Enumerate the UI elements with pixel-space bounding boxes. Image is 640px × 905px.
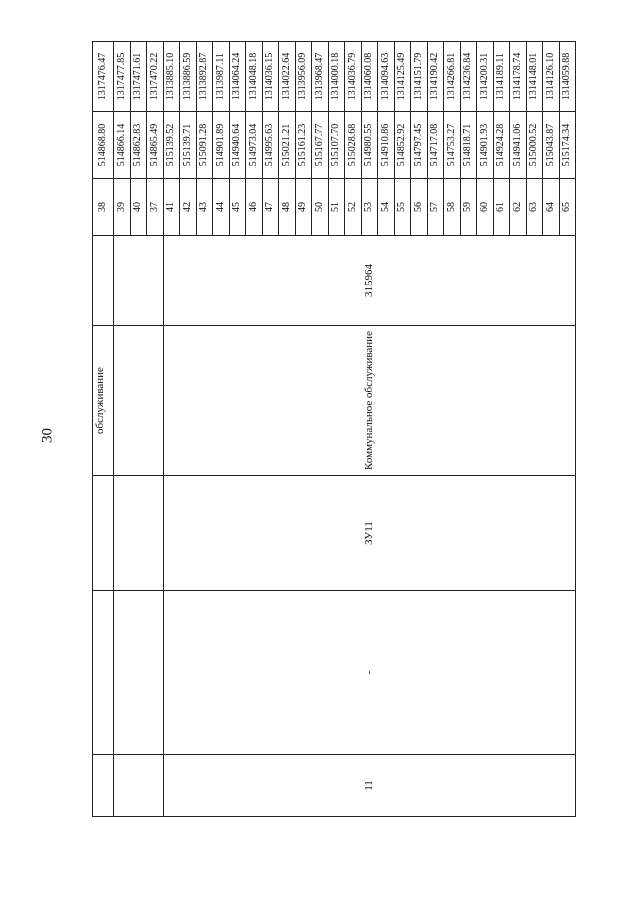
point-number: 49 <box>295 179 312 236</box>
cell-zone-empty <box>93 476 114 591</box>
point-y: 1313968.47 <box>312 42 329 112</box>
point-y: 1317477.85 <box>114 42 131 112</box>
point-y: 1313956.09 <box>295 42 312 112</box>
point-y: 1313886.59 <box>180 42 197 112</box>
point-number: 46 <box>246 179 263 236</box>
point-number: 39 <box>114 179 131 236</box>
cell-no-empty <box>114 755 164 817</box>
point-x: 515000.52 <box>526 112 543 179</box>
point-x: 514868.80 <box>93 112 114 179</box>
point-y: 1313885.10 <box>163 42 180 112</box>
page-number: 30 <box>39 428 56 443</box>
point-x: 514797.45 <box>411 112 428 179</box>
point-x: 515028.68 <box>345 112 362 179</box>
point-number: 59 <box>460 179 477 236</box>
point-x: 514818.71 <box>460 112 477 179</box>
point-number: 57 <box>427 179 444 236</box>
point-x: 514995.63 <box>262 112 279 179</box>
point-number: 48 <box>279 179 296 236</box>
point-x: 514901.89 <box>213 112 230 179</box>
point-x: 514973.04 <box>246 112 263 179</box>
point-y: 1317476.47 <box>93 42 114 112</box>
cell-dash-empty <box>93 591 114 755</box>
point-number: 45 <box>229 179 246 236</box>
point-y: 1314059.88 <box>559 42 576 112</box>
cell-dash-empty <box>114 591 164 755</box>
point-y: 1314125.49 <box>394 42 411 112</box>
point-x: 514941.06 <box>510 112 527 179</box>
cell-area-empty <box>114 236 164 326</box>
point-y: 1314094.63 <box>378 42 395 112</box>
table-row <box>114 42 131 817</box>
point-y: 1314200.31 <box>477 42 494 112</box>
coordinates-table <box>92 41 576 817</box>
zone-cell: ЗУ11 <box>163 476 576 591</box>
point-y: 1314036.15 <box>262 42 279 112</box>
point-number: 62 <box>510 179 527 236</box>
point-x: 515167.77 <box>312 112 329 179</box>
point-y: 1313892.87 <box>196 42 213 112</box>
table-row <box>93 42 114 817</box>
point-x: 514924.28 <box>493 112 510 179</box>
item-number-cell: 11 <box>163 755 576 817</box>
point-x: 514753.27 <box>444 112 461 179</box>
point-x: 515043.87 <box>543 112 560 179</box>
point-y: 1314189.11 <box>493 42 510 112</box>
table-row <box>163 42 180 817</box>
point-x: 514866.14 <box>114 112 131 179</box>
point-y: 1314060.08 <box>361 42 378 112</box>
point-number: 53 <box>361 179 378 236</box>
table-body <box>93 42 576 817</box>
point-y: 1314022.64 <box>279 42 296 112</box>
point-x: 514901.93 <box>477 112 494 179</box>
point-number: 40 <box>130 179 147 236</box>
point-x: 515107.70 <box>328 112 345 179</box>
cell-no-empty <box>93 755 114 817</box>
point-y: 1314178.74 <box>510 42 527 112</box>
point-number: 44 <box>213 179 230 236</box>
point-x: 515021.21 <box>279 112 296 179</box>
point-y: 1314236.84 <box>460 42 477 112</box>
point-number: 51 <box>328 179 345 236</box>
area-cell: 315964 <box>163 236 576 326</box>
point-y: 1314064.24 <box>229 42 246 112</box>
point-y: 1314190.42 <box>427 42 444 112</box>
point-number: 58 <box>444 179 461 236</box>
point-y: 1314000.18 <box>328 42 345 112</box>
point-number: 60 <box>477 179 494 236</box>
point-number: 41 <box>163 179 180 236</box>
point-number: 47 <box>262 179 279 236</box>
point-x: 514910.86 <box>378 112 395 179</box>
cell-area-empty <box>93 236 114 326</box>
point-x: 515139.71 <box>180 112 197 179</box>
point-x: 515174.34 <box>559 112 576 179</box>
point-x: 515161.23 <box>295 112 312 179</box>
point-y: 1313987.11 <box>213 42 230 112</box>
point-number: 64 <box>543 179 560 236</box>
point-number: 37 <box>147 179 164 236</box>
point-x: 514940.64 <box>229 112 246 179</box>
point-number: 50 <box>312 179 329 236</box>
point-number: 55 <box>394 179 411 236</box>
point-number: 56 <box>411 179 428 236</box>
point-y: 1314048.18 <box>246 42 263 112</box>
item-dash-cell: - <box>163 591 576 755</box>
point-y: 1314126.10 <box>543 42 560 112</box>
point-number: 42 <box>180 179 197 236</box>
rotated-table-container <box>92 42 576 817</box>
cell-purpose-empty <box>114 326 164 476</box>
point-y: 1314148.01 <box>526 42 543 112</box>
point-x: 515139.52 <box>163 112 180 179</box>
point-number: 43 <box>196 179 213 236</box>
point-y: 1317471.61 <box>130 42 147 112</box>
point-y: 1317470.22 <box>147 42 164 112</box>
point-x: 514852.92 <box>394 112 411 179</box>
cell-zone-empty <box>114 476 164 591</box>
point-x: 515091.28 <box>196 112 213 179</box>
point-number: 63 <box>526 179 543 236</box>
cell-prev-purpose: обслуживание <box>93 326 114 476</box>
point-y: 1314151.79 <box>411 42 428 112</box>
point-number: 61 <box>493 179 510 236</box>
point-y: 1314036.79 <box>345 42 362 112</box>
point-y: 1314266.81 <box>444 42 461 112</box>
point-number: 65 <box>559 179 576 236</box>
point-number: 38 <box>93 179 114 236</box>
point-x: 514862.83 <box>130 112 147 179</box>
point-number: 52 <box>345 179 362 236</box>
point-x: 514865.49 <box>147 112 164 179</box>
purpose-cell: Коммунальное обслуживание <box>163 326 576 476</box>
point-x: 514717.08 <box>427 112 444 179</box>
point-x: 514980.55 <box>361 112 378 179</box>
point-number: 54 <box>378 179 395 236</box>
